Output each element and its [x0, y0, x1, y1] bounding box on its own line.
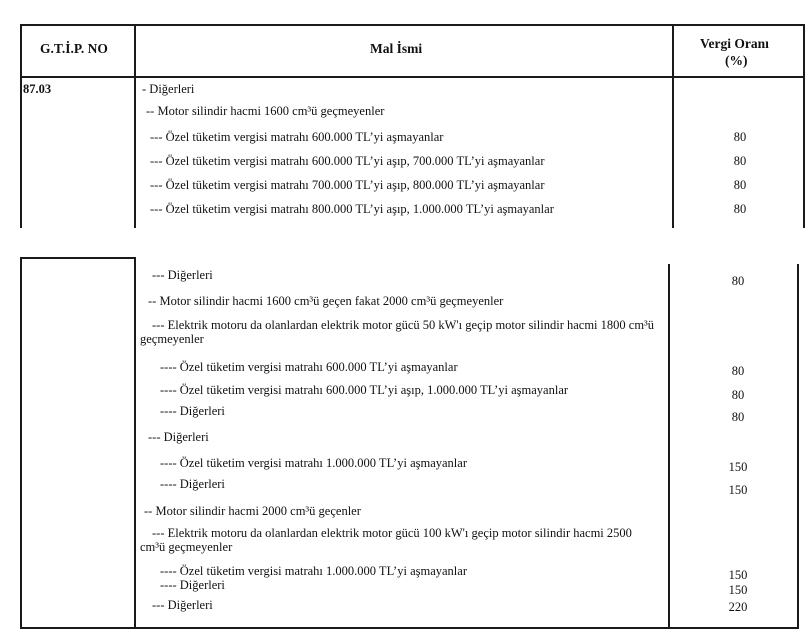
table2-left-border: [20, 257, 22, 629]
table-row-text: --- Özel tüketim vergisi matrahı 800.000 TL’yi aşıp, 1.000.000 TL’yi aşmayanlar: [150, 202, 554, 216]
table-row-text: ---- Diğerleri: [160, 578, 225, 592]
header-name: Mal İsmi: [370, 41, 423, 56]
table-row-text: ---- Özel tüketim vergisi matrahı 1.000.000 TL’yi aşmayanlar: [160, 456, 467, 470]
table-row-text: --- Diğerleri: [152, 598, 213, 612]
table-row-rate: 80: [733, 154, 747, 168]
header-rate-line2: (%): [725, 53, 748, 68]
header-code: G.T.İ.P. NO: [40, 41, 108, 56]
table-row-text: -- Motor silindir hacmi 1600 cm³ü geçmeyenler: [146, 104, 385, 118]
table-row-text: ---- Özel tüketim vergisi matrahı 1.000.000 TL’yi aşmayanlar: [160, 564, 467, 578]
table-row-rate: 80: [731, 410, 745, 424]
table-row-text: -- Motor silindir hacmi 2000 cm³ü geçenler: [144, 504, 361, 518]
table-row-rate: 150: [728, 460, 748, 474]
table-row-rate: 150: [728, 483, 748, 497]
table-row-text: ---- Özel tüketim vergisi matrahı 600.000 TL’yi aşmayanlar: [160, 360, 458, 374]
table1-header-bottom-border: [20, 76, 805, 78]
gtip-code: 87.03: [23, 82, 52, 96]
table-row-text: -- Motor silindir hacmi 1600 cm³ü geçen fakat 2000 cm³ü geçmeyenler: [148, 294, 504, 308]
table-row-text: --- Diğerleri: [152, 268, 213, 282]
table-row-rate: 80: [733, 178, 747, 192]
table1-top-border: [20, 24, 805, 26]
table2-right-border: [797, 264, 799, 629]
table-row-rate: 150: [728, 583, 748, 597]
table-row-text: - Diğerleri: [142, 82, 195, 96]
table-row-text: --- Elektrik motoru da olanlardan elektrik motor gücü 100 kW'ı geçip motor silindir hacmi 2500 cm³ü geçmeyenler: [140, 526, 632, 554]
table1-right-border: [803, 24, 805, 228]
table-row-text: --- Özel tüketim vergisi matrahı 600.000 TL’yi aşmayanlar: [150, 130, 444, 144]
header-rate-line1: Vergi Oranı: [700, 36, 769, 51]
table2-bottom-border: [20, 627, 799, 629]
table-row-rate: 80: [731, 274, 745, 288]
table-row-text: --- Özel tüketim vergisi matrahı 700.000 TL’yi aşıp, 800.000 TL’yi aşmayanlar: [150, 178, 545, 192]
table2-top-border: [20, 257, 135, 259]
table-row-rate: 220: [728, 600, 748, 614]
table-row-text: ---- Diğerleri: [160, 404, 225, 418]
table-row-rate: 150: [728, 568, 748, 582]
table-row-text: --- Özel tüketim vergisi matrahı 600.000 TL’yi aşıp, 700.000 TL’yi aşmayanlar: [150, 154, 545, 168]
table-row-rate: 80: [733, 202, 747, 216]
table2-col-divider-1: [134, 257, 136, 629]
table1-left-border: [20, 24, 22, 228]
table-row-text: --- Elektrik motoru da olanlardan elektrik motor gücü 50 kW'ı geçip motor silindir hacmi 1800 cm³ü geçmeyenler: [140, 318, 655, 346]
table-row-text: --- Diğerleri: [148, 430, 209, 444]
table-row-rate: 80: [731, 388, 745, 402]
table1-col-divider-1: [134, 24, 136, 228]
table-row-text: ---- Diğerleri: [160, 477, 225, 491]
table1-col-divider-2: [672, 24, 674, 228]
table-row-rate: 80: [733, 130, 747, 144]
table2-col-divider-2: [668, 264, 670, 629]
table-row-text: ---- Özel tüketim vergisi matrahı 600.000 TL’yi aşıp, 1.000.000 TL’yi aşmayanlar: [160, 383, 569, 397]
table-row-rate: 80: [731, 364, 745, 378]
